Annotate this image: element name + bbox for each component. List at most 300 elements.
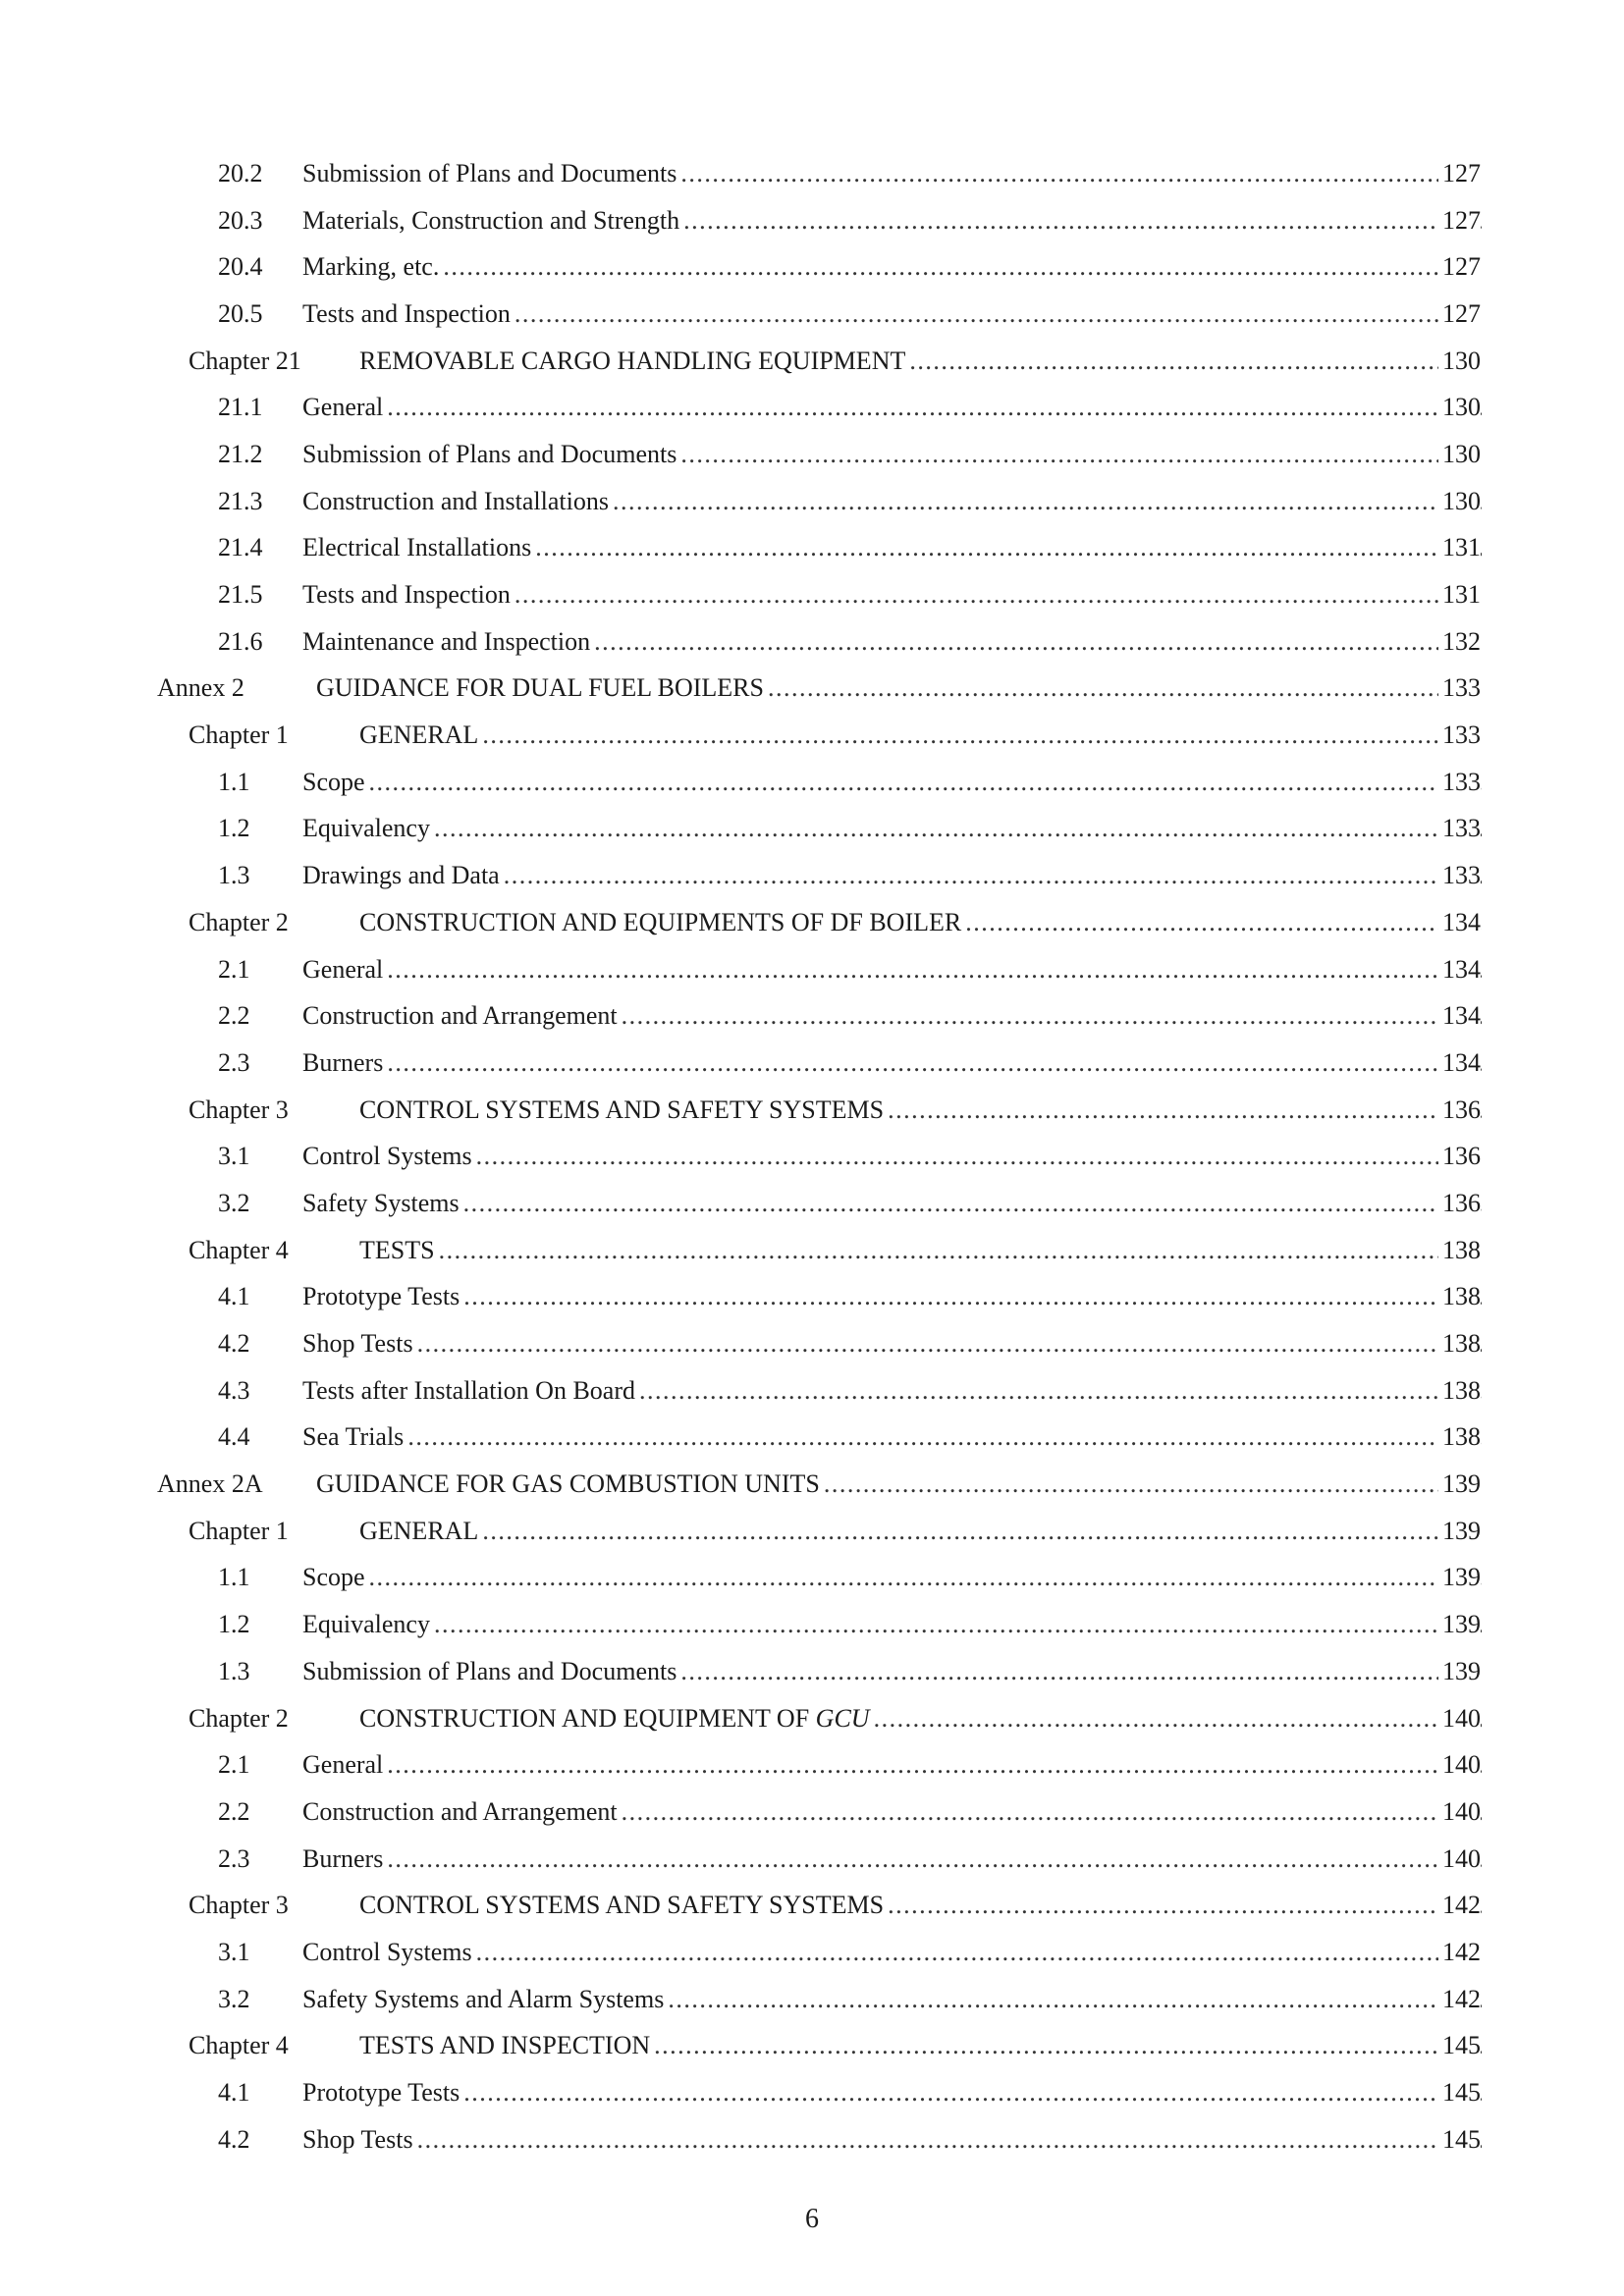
toc-entry-title-text: Control Systems (302, 1937, 472, 1966)
toc-entry[interactable] (0, 1087, 1624, 1134)
toc-entry-title-line (302, 863, 1482, 888)
toc-entry-title (302, 439, 680, 468)
toc-entry-title-text: Tests after Installation On Board (302, 1375, 635, 1405)
toc-entry-title-line (302, 1565, 1482, 1590)
toc-entry-number: 21.6 (218, 626, 263, 656)
toc-entry-title (302, 298, 514, 328)
toc-entry-title-text: GENERAL (359, 721, 479, 750)
toc-dot-leader (639, 1378, 1482, 1404)
toc-entry[interactable] (0, 1976, 1624, 2023)
toc-entry-title (302, 626, 594, 656)
toc-entry-title-line (302, 254, 1482, 280)
toc-entry-number: 21.2 (218, 439, 263, 468)
toc-entry-title-line (302, 1331, 1482, 1357)
toc-dot-leader (443, 254, 1482, 280)
toc-entry-title (359, 1235, 439, 1264)
toc-entry-title-text: Submission of Plans and Documents (302, 439, 677, 468)
toc-dot-leader (387, 1846, 1482, 1872)
toc-entry[interactable] (0, 1836, 1624, 1883)
toc-entry-page: 136 (1438, 1144, 1481, 1169)
toc-entry-title-text: Construction and Installations (302, 486, 609, 515)
toc-dot-leader (476, 1144, 1482, 1169)
toc-dot-leader (680, 1659, 1482, 1684)
toc-entry-page: 139 (1438, 1659, 1481, 1684)
toc-dot-leader (668, 1987, 1482, 2012)
toc-entry-number: Annex 2 (157, 673, 244, 703)
toc-entry-title-line (302, 1752, 1482, 1778)
toc-entry-number: Chapter 3 (189, 1095, 289, 1124)
toc-entry[interactable] (0, 992, 1624, 1040)
toc-entry-page: 133 (1438, 863, 1481, 888)
toc-entry-number: 3.1 (218, 1937, 250, 1966)
toc-entry-page: 136 (1438, 1191, 1481, 1216)
toc-entry-title-text: CONSTRUCTION AND EQUIPMENT OF (359, 1703, 810, 1733)
toc-entry-number: 4.2 (218, 1329, 250, 1359)
toc-entry-title-line (302, 767, 1482, 796)
toc-entry-title-line (302, 535, 1482, 561)
toc-entry-page: 138 (1438, 1424, 1481, 1450)
toc-entry-page: 145 (1438, 2033, 1481, 2058)
toc-entry-page: 127 (1438, 301, 1481, 327)
toc-entry-title (302, 816, 434, 841)
toc-entry-number: Chapter 4 (189, 2031, 289, 2060)
toc-entry-number: Chapter 4 (189, 1235, 289, 1264)
toc-entry[interactable] (0, 1180, 1624, 1227)
toc-dot-leader (654, 2033, 1482, 2058)
toc-entry-title-line (302, 2124, 1482, 2154)
toc-dot-leader (613, 489, 1482, 514)
toc-entry-page: 134 (1438, 957, 1481, 983)
toc-entry[interactable] (0, 243, 1624, 291)
toc-entry-title (359, 1893, 888, 1918)
toc-entry-page: 134 (1438, 1003, 1481, 1029)
toc-entry[interactable] (0, 1695, 1624, 1742)
toc-entry[interactable] (0, 852, 1624, 899)
toc-entry-title (302, 395, 387, 420)
toc-entry-title-line (359, 1893, 1482, 1918)
toc-entry-number: 3.2 (218, 1188, 250, 1217)
toc-entry[interactable] (0, 899, 1624, 946)
toc-entry[interactable] (0, 1882, 1624, 1929)
toc-entry-title-text: GUIDANCE FOR GAS COMBUSTION UNITS (316, 1469, 820, 1499)
toc-entry-title-text: GUIDANCE FOR DUAL FUEL BOILERS (316, 673, 764, 703)
toc-entry-title (359, 1516, 482, 1545)
toc-dot-leader (888, 1097, 1482, 1123)
toc-dot-leader (439, 1238, 1482, 1263)
toc-dot-leader (680, 161, 1482, 187)
toc-entry-page: 138 (1438, 1238, 1481, 1263)
toc-entry-page: 127 (1438, 161, 1481, 187)
toc-entry-title (302, 582, 514, 608)
toc-entry-title-text: Materials, Construction and Strength (302, 205, 680, 235)
toc-dot-leader (369, 1565, 1482, 1590)
toc-entry-number: 2.1 (218, 1750, 250, 1780)
toc-entry-number: 2.2 (218, 1796, 250, 1826)
toc-dot-leader (965, 910, 1482, 935)
toc-entry[interactable] (0, 806, 1624, 853)
toc-entry-title (302, 954, 387, 984)
toc-entry[interactable] (0, 525, 1624, 572)
toc-entry-title-text: Scope (302, 767, 365, 796)
toc-entry-title-line (359, 1235, 1482, 1264)
toc-entry-number: 1.1 (218, 767, 250, 796)
toc-entry[interactable] (0, 1789, 1624, 1836)
toc-entry-title-line (302, 1937, 1482, 1966)
toc-entry-title (359, 907, 965, 936)
toc-dot-leader (874, 1706, 1482, 1732)
toc-dot-leader (482, 1519, 1482, 1544)
toc-entry-number: 20.5 (218, 298, 263, 328)
toc-entry-title-line (302, 1188, 1482, 1217)
toc-entry-title (302, 254, 443, 280)
toc-entry-title-line (359, 722, 1482, 748)
toc-entry-title (302, 1375, 639, 1405)
toc-entry-page: 139 (1438, 1471, 1481, 1497)
toc-entry-title-line (302, 1003, 1482, 1029)
toc-entry-page: 131 (1438, 535, 1481, 561)
toc-entry-title-line (302, 1984, 1482, 2013)
toc-entry-title-text: Shop Tests (302, 1329, 413, 1359)
toc-entry-title-text: Equivalency (302, 1610, 430, 1639)
toc-dot-leader (476, 1940, 1482, 1965)
toc-entry-title-line (302, 395, 1482, 420)
toc-entry-title-text: Drawings and Data (302, 861, 500, 890)
toc-entry[interactable] (0, 1929, 1624, 1976)
toc-entry-title-text: General (302, 954, 384, 984)
toc-dot-leader (504, 863, 1482, 888)
toc-entry-title-text: Submission of Plans and Documents (302, 1656, 677, 1685)
toc-entry-title-text: Shop Tests (302, 2124, 413, 2154)
toc-entry-title (302, 1144, 476, 1169)
toc-entry-number: Chapter 3 (189, 1891, 289, 1920)
toc-dot-leader (387, 1752, 1482, 1778)
toc-entry-title (359, 722, 482, 748)
toc-entry[interactable] (0, 759, 1624, 806)
toc-entry-number: 21.3 (218, 486, 263, 515)
toc-entry-number: Annex 2A (157, 1469, 263, 1499)
toc-entry-page: 136 (1438, 1097, 1481, 1123)
toc-entry-number: 3.2 (218, 1984, 250, 2013)
toc-entry-page: 130 (1438, 442, 1481, 467)
toc-entry[interactable] (0, 2116, 1624, 2163)
toc-entry[interactable] (0, 1648, 1624, 1695)
toc-entry-title-italic: GCU (815, 1703, 870, 1733)
toc-entry-title (302, 1424, 407, 1450)
toc-entry-title (302, 1984, 668, 2013)
toc-entry-page: 138 (1438, 1378, 1481, 1404)
toc-entry-title (302, 2124, 417, 2154)
toc-entry-title-text: TESTS AND INSPECTION (359, 2031, 651, 2060)
toc-dot-leader (683, 208, 1482, 234)
toc-dot-leader (369, 770, 1482, 795)
toc-entry[interactable] (0, 2023, 1624, 2070)
toc-dot-leader (463, 2080, 1482, 2106)
toc-entry[interactable] (0, 666, 1624, 713)
toc-entry-page: 127 (1438, 254, 1481, 280)
toc-entry-number: 4.3 (218, 1375, 250, 1405)
toc-entry-title (302, 1003, 622, 1029)
toc-entry-page: 138 (1438, 1284, 1481, 1309)
toc-entry-title-line (302, 1284, 1482, 1309)
toc-dot-leader (824, 1471, 1482, 1497)
toc-entry-title-text: TESTS (359, 1235, 435, 1264)
toc-entry-title (302, 486, 613, 515)
table-of-contents (0, 150, 1624, 2163)
toc-entry-title (302, 863, 504, 888)
toc-entry-title (359, 2033, 654, 2058)
toc-entry-title-line (302, 1796, 1482, 1826)
toc-entry-title-line (302, 1144, 1482, 1169)
toc-dot-leader (417, 2127, 1482, 2153)
toc-entry-number: 20.2 (218, 158, 263, 187)
toc-entry[interactable] (0, 431, 1624, 478)
toc-entry[interactable] (0, 197, 1624, 244)
toc-entry-number: Chapter 2 (189, 907, 289, 936)
toc-entry[interactable] (0, 150, 1624, 197)
toc-dot-leader (434, 1612, 1482, 1637)
toc-entry-number: 21.5 (218, 580, 263, 610)
toc-entry-number: 21.1 (218, 393, 263, 422)
toc-entry[interactable] (0, 1040, 1624, 1087)
toc-entry-page: 133 (1438, 816, 1481, 841)
toc-dot-leader (387, 395, 1482, 420)
toc-entry-title (302, 2080, 463, 2106)
toc-entry-page: 132 (1438, 629, 1481, 655)
toc-entry-number: 20.4 (218, 252, 263, 282)
toc-entry-title-text: Construction and Arrangement (302, 1001, 618, 1031)
toc-entry-title (302, 1565, 369, 1590)
toc-entry-page: 127 (1438, 208, 1481, 234)
toc-entry[interactable] (0, 478, 1624, 525)
toc-entry[interactable] (0, 2069, 1624, 2116)
toc-entry-number: 2.2 (218, 1001, 250, 1031)
toc-entry-title-text: Scope (302, 1563, 365, 1592)
toc-entry-page: 140 (1438, 1799, 1481, 1825)
toc-entry-number: 3.1 (218, 1142, 250, 1171)
toc-entry-title-text: Sea Trials (302, 1422, 405, 1452)
toc-entry-title-text: Tests and Inspection (302, 580, 511, 610)
toc-entry-title-line (302, 2080, 1482, 2106)
toc-entry-title-line (359, 348, 1482, 374)
toc-entry-number: Chapter 21 (189, 346, 301, 375)
toc-dot-leader (768, 675, 1482, 701)
toc-dot-leader (463, 1191, 1482, 1216)
toc-dot-leader (463, 1284, 1482, 1309)
toc-dot-leader (407, 1424, 1482, 1450)
toc-entry-number: 4.4 (218, 1422, 250, 1452)
toc-entry-number: 1.2 (218, 814, 250, 843)
toc-entry-title (302, 767, 369, 796)
toc-entry-number: 1.3 (218, 861, 250, 890)
toc-entry[interactable] (0, 291, 1624, 338)
toc-entry[interactable] (0, 1227, 1624, 1274)
toc-entry-title-line (302, 1843, 1482, 1873)
toc-entry-title (302, 1796, 622, 1826)
toc-dot-leader (387, 957, 1482, 983)
toc-entry-title-line (302, 1375, 1482, 1405)
toc-entry[interactable] (0, 384, 1624, 431)
toc-entry-title-line (302, 298, 1482, 328)
toc-entry-title-line (302, 439, 1482, 468)
toc-entry-title-line (302, 1424, 1482, 1450)
toc-entry[interactable] (0, 1741, 1624, 1789)
toc-entry-title (302, 1284, 463, 1309)
toc-entry-number: 2.3 (218, 1047, 250, 1077)
toc-dot-leader (387, 1050, 1482, 1076)
toc-entry-title-text: Equivalency (302, 814, 430, 843)
toc-entry-number: 21.4 (218, 533, 263, 562)
toc-entry-title (359, 1097, 888, 1123)
toc-dot-leader (888, 1893, 1482, 1918)
toc-entry-page: 142 (1438, 1987, 1481, 2012)
toc-entry-title-line (359, 1703, 1482, 1733)
toc-entry-number: 20.3 (218, 205, 263, 235)
toc-entry-title (302, 1188, 463, 1217)
toc-dot-leader (482, 722, 1482, 748)
toc-entry-title-text: Control Systems (302, 1142, 472, 1171)
toc-entry-title (302, 1612, 434, 1637)
toc-dot-leader (514, 301, 1482, 327)
toc-entry-title (316, 675, 768, 701)
toc-entry-title (302, 1047, 387, 1077)
toc-entry-title-text: Maintenance and Inspection (302, 626, 591, 656)
toc-entry-title (302, 158, 680, 187)
toc-dot-leader (622, 1799, 1482, 1825)
toc-entry[interactable] (0, 1320, 1624, 1367)
toc-entry-page: 142 (1438, 1940, 1481, 1965)
toc-entry-number: 1.2 (218, 1610, 250, 1639)
toc-entry-title (302, 1656, 680, 1685)
toc-entry-title (359, 348, 909, 374)
page-number: 6 (805, 2204, 819, 2234)
toc-entry-title-line (302, 626, 1482, 656)
toc-entry-title-line (359, 1097, 1482, 1123)
toc-entry-title-line (302, 582, 1482, 608)
toc-dot-leader (622, 1003, 1482, 1029)
toc-entry-title-line (359, 2033, 1482, 2058)
toc-entry-title-text: Prototype Tests (302, 2078, 460, 2108)
toc-entry-page: 145 (1438, 2080, 1481, 2106)
toc-entry-page: 139 (1438, 1612, 1481, 1637)
toc-entry[interactable] (0, 712, 1624, 759)
toc-entry-title (302, 535, 535, 561)
toc-entry-title-line (359, 1516, 1482, 1545)
toc-entry-title-text: Electrical Installations (302, 533, 532, 562)
toc-entry-title (316, 1471, 824, 1497)
toc-entry-title-line (302, 205, 1482, 235)
toc-entry-number: Chapter 1 (189, 1516, 289, 1545)
toc-entry-title-text: General (302, 393, 384, 422)
toc-entry-number: 4.2 (218, 2124, 250, 2154)
toc-entry-page: 133 (1438, 675, 1481, 701)
toc-entry-title-text: CONSTRUCTION AND EQUIPMENTS OF DF BOILER (359, 907, 962, 936)
toc-entry-title-line (302, 1612, 1482, 1637)
toc-entry-title-line (302, 1047, 1482, 1077)
toc-entry[interactable] (0, 1508, 1624, 1555)
toc-entry-title-text: Tests and Inspection (302, 298, 511, 328)
toc-entry[interactable] (0, 1461, 1624, 1508)
toc-entry-number: 1.3 (218, 1656, 250, 1685)
toc-entry-number: 1.1 (218, 1563, 250, 1592)
toc-entry-page: 130 (1438, 489, 1481, 514)
toc-entry-page: 139 (1438, 1519, 1481, 1544)
toc-dot-leader (535, 535, 1482, 561)
toc-entry[interactable] (0, 1555, 1624, 1602)
toc-entry-title-text: Submission of Plans and Documents (302, 158, 677, 187)
toc-entry-title (302, 1843, 387, 1873)
toc-entry-title-text: General (302, 1750, 384, 1780)
toc-entry-page: 134 (1438, 910, 1481, 935)
toc-entry-number: 4.1 (218, 2078, 250, 2108)
toc-entry[interactable] (0, 1274, 1624, 1321)
toc-entry-page: 145 (1438, 2127, 1481, 2153)
toc-entry[interactable] (0, 1601, 1624, 1648)
toc-entry-title-text: Burners (302, 1047, 384, 1077)
toc-entry-number: 4.1 (218, 1282, 250, 1311)
toc-entry-page: 130 (1438, 348, 1481, 374)
toc-entry-title-line (316, 1471, 1482, 1497)
toc-entry-page: 133 (1438, 770, 1481, 795)
toc-entry-title (302, 1937, 476, 1966)
toc-entry-title-text: Prototype Tests (302, 1282, 460, 1311)
toc-dot-leader (417, 1331, 1482, 1357)
toc-dot-leader (680, 442, 1482, 467)
toc-entry-page: 133 (1438, 722, 1481, 748)
toc-dot-leader (594, 629, 1482, 655)
toc-entry-title-text: Safety Systems (302, 1188, 460, 1217)
toc-entry-page: 140 (1438, 1846, 1481, 1872)
toc-entry-page: 134 (1438, 1050, 1481, 1076)
toc-entry-title-line (302, 1656, 1482, 1685)
toc-entry-title-line (302, 486, 1482, 515)
toc-entry[interactable] (0, 571, 1624, 618)
toc-entry-page: 138 (1438, 1331, 1481, 1357)
toc-entry-title-line (316, 675, 1482, 701)
toc-entry-page: 140 (1438, 1706, 1481, 1732)
toc-entry-title (302, 205, 683, 235)
toc-entry[interactable] (0, 618, 1624, 666)
toc-entry[interactable] (0, 1415, 1624, 1462)
toc-entry-title-line (302, 816, 1482, 841)
toc-entry[interactable] (0, 1133, 1624, 1180)
toc-entry-page: 130 (1438, 395, 1481, 420)
toc-entry-title-text: Burners (302, 1843, 384, 1873)
toc-dot-leader (909, 348, 1482, 374)
toc-dot-leader (514, 582, 1482, 608)
toc-entry-page: 139 (1438, 1565, 1481, 1590)
toc-entry-number: Chapter 2 (189, 1703, 289, 1733)
toc-dot-leader (434, 816, 1482, 841)
toc-entry-title (359, 1703, 874, 1733)
toc-entry-number: 2.3 (218, 1843, 250, 1873)
toc-entry-page: 142 (1438, 1893, 1481, 1918)
toc-entry[interactable] (0, 946, 1624, 993)
toc-entry[interactable] (0, 1367, 1624, 1415)
toc-entry-title-text: GENERAL (359, 1516, 479, 1545)
toc-entry-number: Chapter 1 (189, 721, 289, 750)
toc-entry-title-text: REMOVABLE CARGO HANDLING EQUIPMENT (359, 346, 906, 375)
toc-entry-title-text: Marking, etc. (302, 252, 440, 282)
toc-entry-number: 2.1 (218, 954, 250, 984)
toc-entry-page: 131 (1438, 582, 1481, 608)
toc-entry[interactable] (0, 338, 1624, 385)
toc-entry-title-text: CONTROL SYSTEMS AND SAFETY SYSTEMS (359, 1095, 885, 1124)
toc-entry-title-line (302, 954, 1482, 984)
toc-entry-title-line (302, 158, 1482, 187)
toc-entry-title-text: CONTROL SYSTEMS AND SAFETY SYSTEMS (359, 1891, 885, 1920)
toc-entry-title (302, 1331, 417, 1357)
toc-entry-title-text: Safety Systems and Alarm Systems (302, 1984, 665, 2013)
